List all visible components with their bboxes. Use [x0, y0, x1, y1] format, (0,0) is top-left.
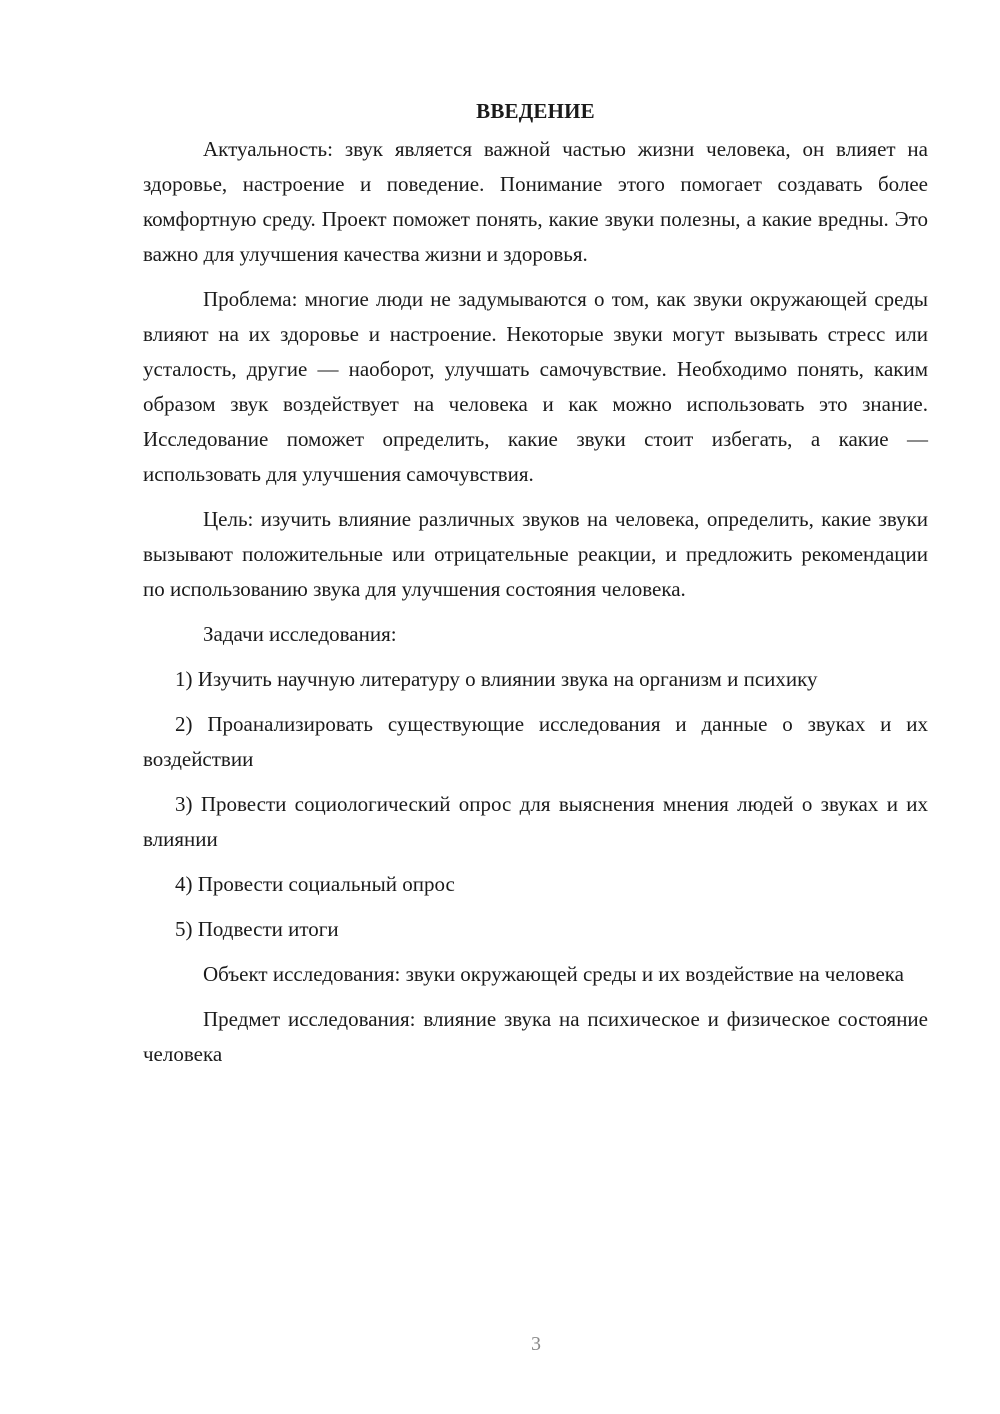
task-item-4: 4) Провести социальный опрос	[175, 872, 455, 896]
paragraph-object: Объект исследования: звуки окружающей среды и их воздействие на человека	[203, 962, 904, 986]
tasks-heading: Задачи исследования:	[203, 622, 397, 646]
document-page	[143, 96, 928, 1082]
page-number: 3	[531, 1333, 541, 1355]
task-item-2: 2) Проанализировать существующие исследования и данные о звуках и их воздействии	[143, 712, 928, 771]
task-item-3: 3) Провести социологический опрос для выяснения мнения людей о звуках и их влиянии	[143, 792, 928, 851]
task-item-1: 1) Изучить научную литературу о влиянии звука на организм и психику	[175, 667, 818, 691]
paragraph-goal: Цель: изучить влияние различных звуков на человека, определить, какие звуки вызывают положительные или отрицательные реакции, и предложить рекомендации по использованию звука для улучшения состояния человека.	[143, 507, 928, 601]
paragraph-problem: Проблема: многие люди не задумываются о том, как звуки окружающей среды влияют на их здоровье и настроение. Некоторые звуки могут вызывать стресс или усталость, другие — наоборот, улучшать самочувствие. Необходимо понять, каким образом звук воздействует на человека и как можно использовать это знание. Исследование поможет определить, какие звуки стоит избегать, а какие — использовать для улучшения самочувствия.	[143, 287, 928, 486]
paragraph-relevance: Актуальность: звук является важной частью жизни человека, он влияет на здоровье, настроение и поведение. Понимание этого помогает создавать более комфортную среду. Проект поможет понять, какие звуки полезны, а какие вредны. Это важно для улучшения качества жизни и здоровья.	[143, 137, 928, 266]
page-title: ВВЕДЕНИЕ	[476, 99, 595, 123]
task-item-5: 5) Подвести итоги	[175, 917, 339, 941]
paragraph-subject: Предмет исследования: влияние звука на психическое и физическое состояние человека	[143, 1007, 928, 1066]
